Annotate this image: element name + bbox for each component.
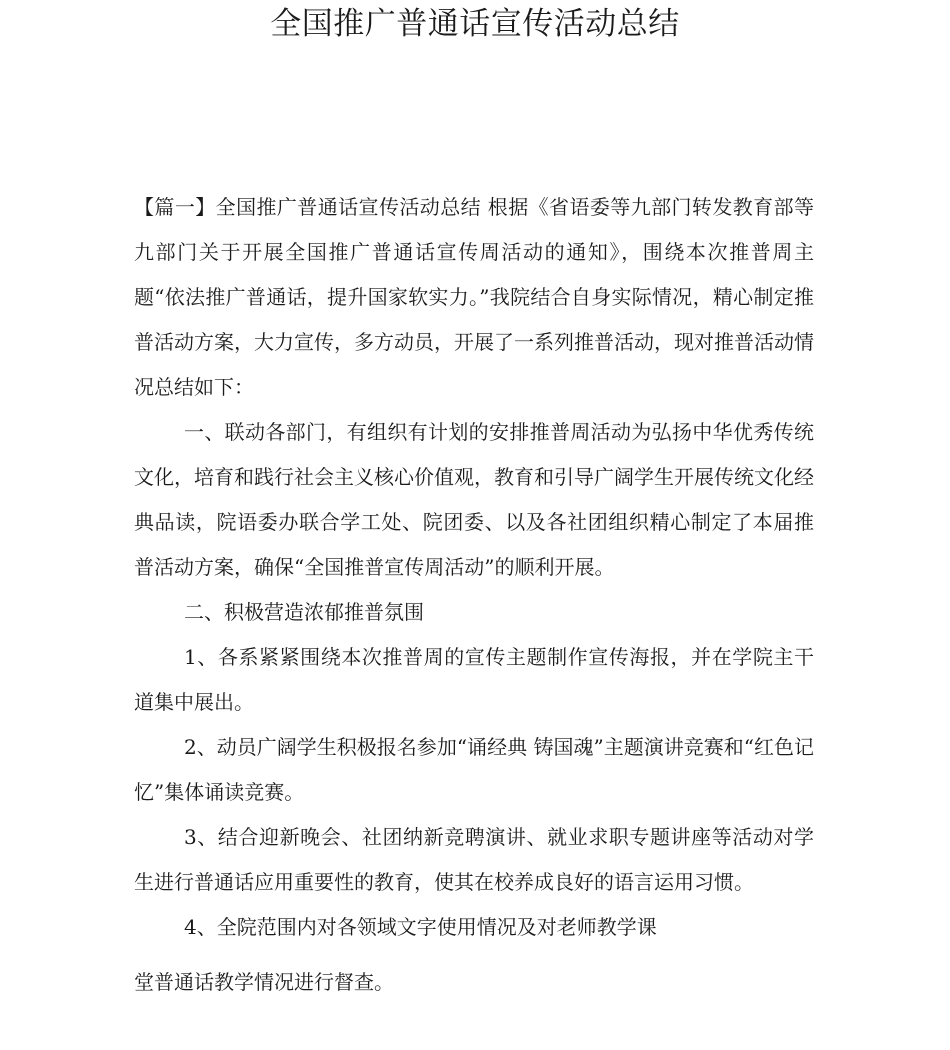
list-item-4-continued: 堂普通话教学情况进行督查。 bbox=[134, 970, 394, 994]
list-item-3: 3、结合迎新晚会、社团纳新竞聘演讲、就业求职专题讲座等活动对学生进行普通话应用重要性的教育，使其在校养成良好的语言运用习惯。 bbox=[134, 825, 814, 894]
document-title: 全国推广普通话宣传活动总结 bbox=[270, 6, 680, 42]
list-item-2: 2、动员广阔学生积极报名参加“诵经典 铸国魂”主题演讲竞赛和“红色记忆”集体诵读竞赛。 bbox=[134, 735, 814, 804]
heading-section-two: 二、积极营造浓郁推普氛围 bbox=[184, 600, 424, 624]
list-item-4: 4、全院范围内对各领域文字使用情况及对老师教学课 bbox=[184, 915, 657, 939]
list-item-1: 1、各系紧紧围绕本次推普周的宣传主题制作宣传海报，并在学院主干道集中展出。 bbox=[134, 645, 814, 714]
paragraph-intro: 【篇一】全国推广普通话宣传活动总结 根据《省语委等九部门转发教育部等九部门关于开展全国推广普通话宣传周活动的通知》，围绕本次推普周主题“依法推广普通话，提升国家软实力。”我院结合自身实际情况，精心制定推普活动方案，大力宣传，多方动员，开展了一系列推普活动，现对推普活动情况总结如下： bbox=[134, 195, 814, 399]
paragraph-section-one: 一、联动各部门，有组织有计划的安排推普周活动为弘扬中华优秀传统文化，培育和践行社会主义核心价值观，教育和引导广阔学生开展传统文化经典品读，院语委办联合学工处、院团委、以及各社团组织精心制定了本届推 普活动方案，确保“全国推普宣传周活动”的顺利开展。 bbox=[134, 420, 814, 579]
document-body bbox=[134, 185, 814, 1005]
